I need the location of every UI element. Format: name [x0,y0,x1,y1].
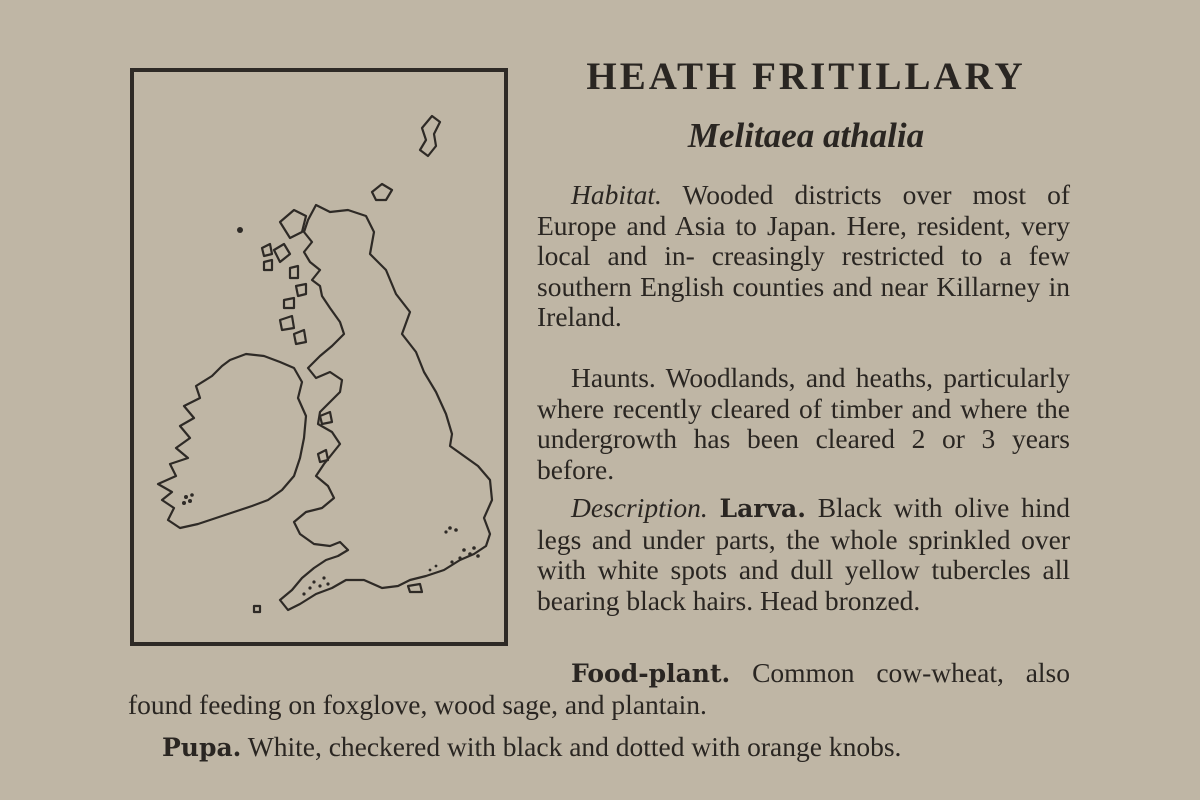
habitat-text: Wooded districts over most of Europe and Asia to Japan. Here, resident, very local and in- creasingly restricted to a few southern English counties and near Killarney in Ireland. [537,179,1070,333]
description-label: Description. [571,492,708,523]
haunts-text: Woodlands, and heaths, particularly where recently cleared of timber and where the undergrowth has been cleared 2 or 3 years before. [537,362,1070,485]
food-plant-label: Food-plant. [571,659,731,688]
species-latin-name: Melitaea athalia [687,116,925,155]
food-plant-text: Common cow-wheat, also found feeding on foxglove, wood sage, and plantain. [128,657,1070,720]
pupa-text: White, checkered with black and dotted with orange knobs. [247,731,902,762]
distribution-map [130,68,508,646]
food-plant-paragraph [128,658,1070,720]
habitat-paragraph [537,180,1070,333]
description-paragraph [537,493,1070,616]
british-isles-distribution-map-icon [134,72,504,642]
haunts-label: Haunts. [571,362,656,393]
habitat-label: Habitat. [571,179,662,210]
haunts-paragraph [537,363,1070,485]
larva-label: Larva. [719,494,806,523]
pupa-paragraph [128,732,1070,764]
pupa-label: Pupa. [162,733,242,762]
larva-text: Black with olive hind legs and under parts, the whole sprinkled over with white spots and dull yellow tubercles all bearing black hairs. Head bronzed. [537,492,1071,616]
species-common-name: HEATH FRITILLARY [586,55,1026,98]
